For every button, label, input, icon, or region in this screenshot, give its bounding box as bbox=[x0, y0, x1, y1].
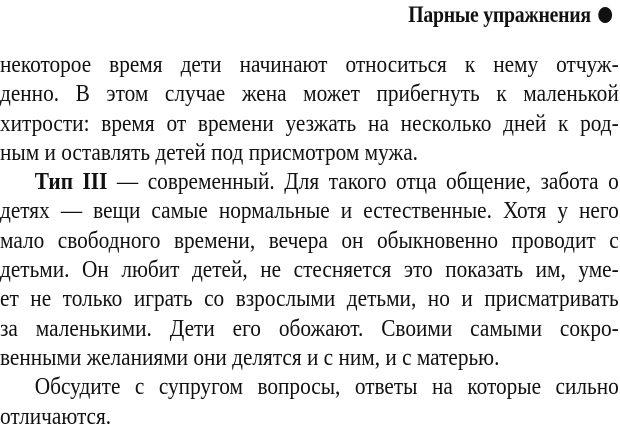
text-line: некоторое время дети начинают относиться к нему отчуж- bbox=[0, 51, 619, 78]
text-line: ным и оставлять детей под присмотром мужа. bbox=[0, 138, 419, 166]
header-title: Парные упражнения bbox=[407, 2, 591, 27]
text-span: — современный. Для такого отца общение, забота о bbox=[107, 168, 619, 196]
text-line: мало свободного времени, вечера он обыкновенно проводит с bbox=[0, 226, 619, 254]
text-line: денно. В этом случае жена может прибегнуть к маленькой bbox=[0, 80, 619, 108]
text-line: отличаются. bbox=[0, 402, 112, 430]
text-line: за маленькими. Дети его обожают. Своими самыми сокро- bbox=[0, 314, 619, 342]
text-line bbox=[0, 167, 619, 196]
text-line: детьми. Он любит детей, не стесняется это показать им, уме- bbox=[0, 256, 619, 284]
text-line: ет не только играть со взрослыми детьми, но и присматривать bbox=[0, 285, 619, 313]
body-text bbox=[0, 50, 619, 431]
text-line: хитрости: время от времени уезжать на несколько дней к род- bbox=[0, 109, 619, 137]
type-heading: Тип III bbox=[34, 168, 108, 196]
text-line: венными желаниями они делятся и с ним, и с матерью. bbox=[0, 343, 500, 371]
text-line: Обсудите с супругом вопросы, ответы на которые сильно bbox=[34, 373, 619, 401]
bullet-icon bbox=[598, 7, 612, 23]
running-header bbox=[408, 2, 612, 28]
text-line: детях — вещи самые нормальные и естественные. Хотя у него bbox=[0, 197, 619, 225]
